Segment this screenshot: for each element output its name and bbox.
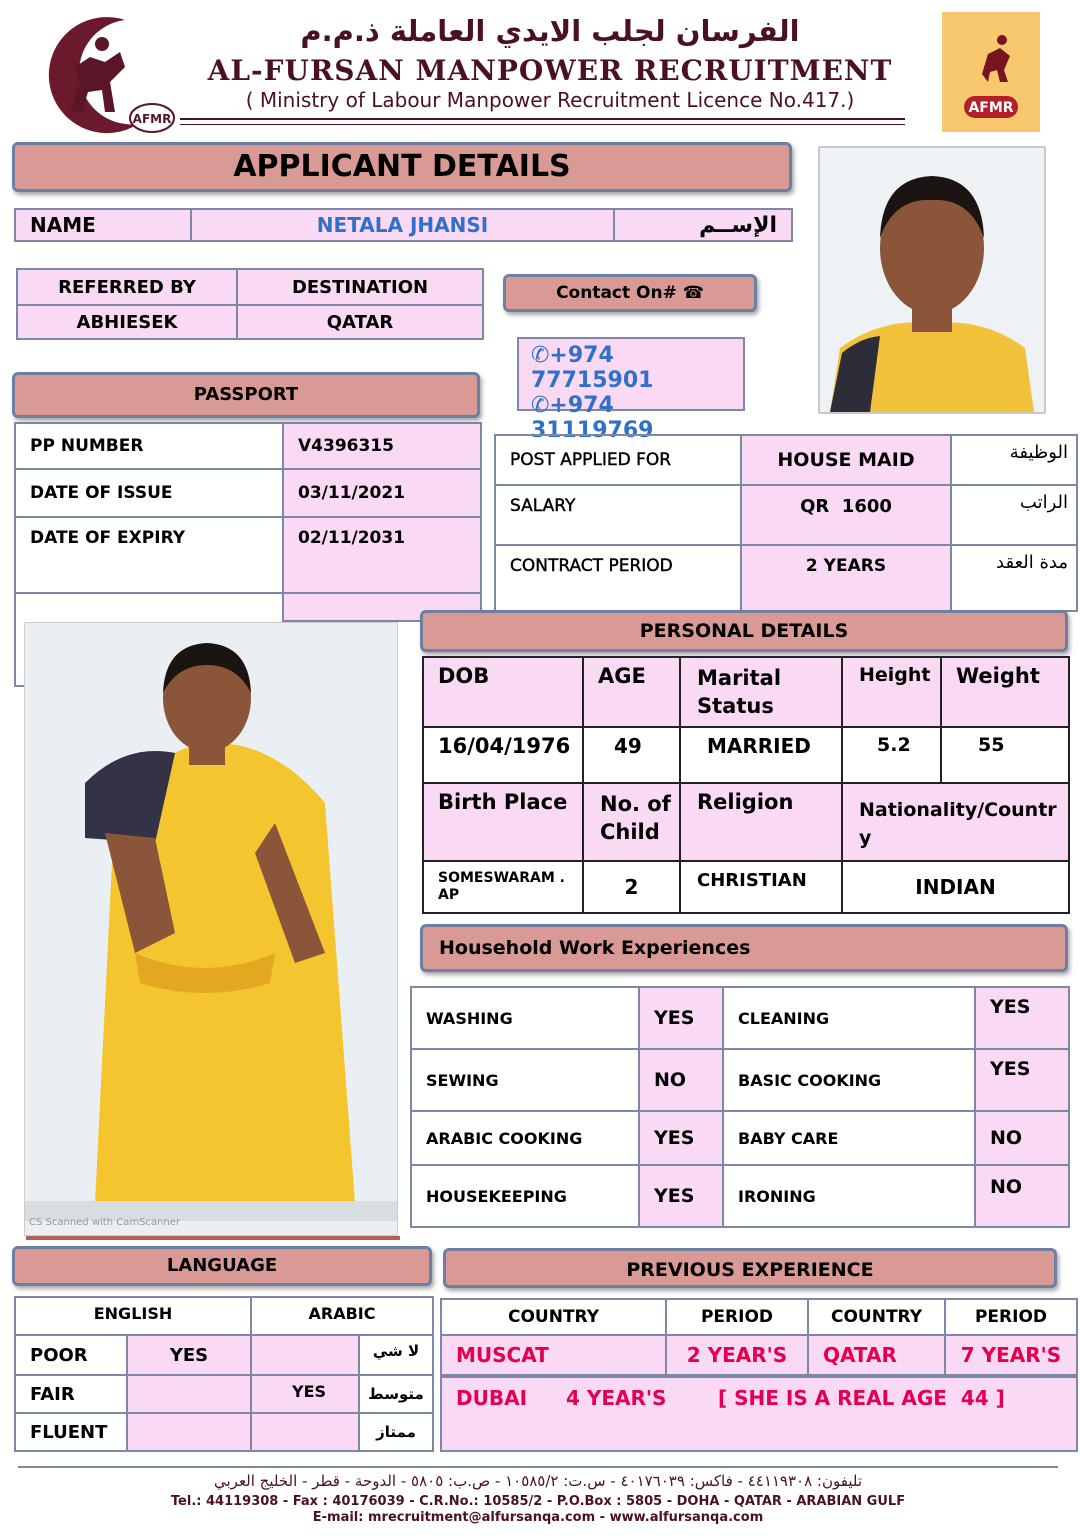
fluent-label: FLUENT	[14, 1412, 128, 1452]
applicant-name: NETALA JHANSI	[190, 208, 615, 242]
afmr-badge-left: AFMR	[132, 112, 172, 126]
phone-2[interactable]: ✆+974 31119769	[531, 393, 654, 443]
height-header: Height	[841, 656, 942, 728]
date-of-issue-label: DATE OF ISSUE	[14, 468, 284, 518]
photo-shadow	[26, 1236, 400, 1240]
dob-value: 16/04/1976	[422, 726, 584, 784]
name-label: NAME	[14, 208, 192, 242]
poor-english: YES	[126, 1334, 252, 1376]
height-value: 5.2	[841, 726, 942, 784]
fair-label: FAIR	[14, 1374, 128, 1414]
portrait-photo	[818, 146, 1046, 414]
weight-value: 55	[940, 726, 1070, 784]
fluent-arabic-label: ممتاز	[358, 1412, 434, 1452]
arabic-cooking-value: YES	[638, 1110, 724, 1166]
name-arabic-label: الإســم	[613, 208, 793, 242]
sewing-value: NO	[638, 1048, 724, 1112]
english-company-title: AL-FURSAN MANPOWER RECRUITMENT	[207, 54, 893, 87]
cleaning-label: CLEANING	[722, 986, 976, 1050]
header-rule	[180, 118, 905, 120]
phone-box	[517, 337, 745, 443]
basic-cooking-value: YES	[974, 1048, 1070, 1112]
washing-label: WASHING	[410, 986, 640, 1050]
nationality-header: Nationality/Country	[841, 782, 1070, 862]
children-value: 2	[582, 860, 681, 914]
basic-cooking-label: BASIC COOKING	[722, 1048, 976, 1112]
birthplace-value: SOMESWARAM . AP	[422, 860, 584, 914]
footer-email[interactable]: E-mail: mrecruitment@alfursanqa.com - www.alfursanqa.com	[312, 1510, 764, 1525]
afmr-badge-right: AFMR	[968, 100, 1014, 116]
passport-title: PASSPORT	[12, 372, 480, 418]
prev-country-header-1: COUNTRY	[440, 1298, 667, 1336]
prev-period-3: 4 YEAR'S	[566, 1386, 667, 1410]
religion-header: Religion	[679, 782, 843, 862]
contract-period-value: 2 YEARS	[740, 544, 952, 612]
poor-label: POOR	[14, 1334, 128, 1376]
sewing-label: SEWING	[410, 1048, 640, 1112]
prev-period-2: 7 YEAR'S	[944, 1334, 1078, 1376]
referred-by-value: ABHIESEK	[16, 304, 238, 340]
previous-experience-title: PREVIOUS EXPERIENCE	[443, 1248, 1057, 1288]
housekeeping-label: HOUSEKEEPING	[410, 1164, 640, 1228]
birthplace-header: Birth Place	[422, 782, 584, 862]
fair-english	[126, 1374, 252, 1414]
destination-label: DESTINATION	[236, 268, 484, 306]
religion-value: CHRISTIAN	[679, 860, 843, 914]
contract-period-label: CONTRACT PERIOD	[494, 544, 742, 612]
dob-header: DOB	[422, 656, 584, 728]
age-value: 49	[582, 726, 681, 784]
salary-value: QR 1600	[740, 484, 952, 546]
fluent-arabic	[250, 1412, 360, 1452]
contact-label: Contact On# ☎	[503, 274, 757, 312]
header-rule-2	[180, 124, 905, 125]
licence-text: ( Ministry of Labour Manpower Recruitment Licence No.417.)	[245, 88, 855, 112]
prev-period-header-2: PERIOD	[944, 1298, 1078, 1336]
footer-contact: Tel.: 44119308 - Fax : 40176039 - C.R.No.: 10585/2 - P.O.Box : 5805 - DOHA - QATAR - ARABIAN GULF	[170, 1494, 906, 1509]
weight-header: Weight	[940, 656, 1070, 728]
real-age-note: [ SHE IS A REAL AGE 44 ]	[718, 1386, 1005, 1410]
household-title: Household Work Experiences	[420, 924, 1068, 972]
poor-arabic	[250, 1334, 360, 1376]
pp-number-label: PP NUMBER	[14, 422, 284, 470]
date-of-expiry-label: DATE OF EXPIRY	[14, 516, 284, 594]
footer-top-rule	[18, 1466, 1058, 1468]
prev-country-3: DUBAI	[456, 1386, 528, 1410]
prev-period-1: 2 YEAR'S	[665, 1334, 809, 1376]
fair-arabic: YES	[250, 1374, 360, 1414]
poor-arabic-label: لا شي	[358, 1334, 434, 1376]
salary-label: SALARY	[494, 484, 742, 546]
fair-arabic-label: متوسط	[358, 1374, 434, 1414]
prev-country-1: MUSCAT	[440, 1334, 667, 1376]
phone-1[interactable]: ✆+974 77715901	[531, 343, 654, 393]
baby-care-label: BABY CARE	[722, 1110, 976, 1166]
arabic-company-title: الفرسان لجلب الايدي العاملة ذ.م.م	[300, 14, 800, 48]
logo-left	[30, 12, 180, 137]
children-header: No. of Child	[582, 782, 681, 862]
date-of-issue-value: 03/11/2021	[282, 468, 482, 518]
full-body-photo	[24, 622, 398, 1236]
arabic-header: ARABIC	[250, 1296, 434, 1336]
ironing-label: IRONING	[722, 1164, 976, 1228]
pp-number-value: V4396315	[282, 422, 482, 470]
applicant-details-title: APPLICANT DETAILS	[12, 142, 792, 192]
marital-value: MARRIED	[679, 726, 843, 784]
date-of-expiry-value: 02/11/2031	[282, 516, 482, 594]
housekeeping-value: YES	[638, 1164, 724, 1228]
ironing-value: NO	[974, 1164, 1070, 1228]
destination-value: QATAR	[236, 304, 484, 340]
scan-note: CS Scanned with CamScanner	[29, 1217, 180, 1228]
arabic-cooking-label: ARABIC COOKING	[410, 1110, 640, 1166]
prev-period-header-1: PERIOD	[665, 1298, 809, 1336]
referred-by-label: REFERRED BY	[16, 268, 238, 306]
prev-country-2: QATAR	[807, 1334, 946, 1376]
salary-arabic: الراتب	[950, 484, 1078, 546]
post-applied-value: HOUSE MAID	[740, 434, 952, 486]
marital-header: Marital Status	[679, 656, 843, 728]
washing-value: YES	[638, 986, 724, 1050]
english-header: ENGLISH	[14, 1296, 252, 1336]
fluent-english	[126, 1412, 252, 1452]
prev-country-header-2: COUNTRY	[807, 1298, 946, 1336]
prev-row-2	[440, 1376, 1078, 1452]
post-applied-label: POST APPLIED FOR	[494, 434, 742, 486]
cleaning-value: YES	[974, 986, 1070, 1050]
nationality-value: INDIAN	[841, 860, 1070, 914]
personal-details-title: PERSONAL DETAILS	[420, 610, 1068, 652]
contract-period-arabic: مدة العقد	[950, 544, 1078, 612]
post-applied-arabic: الوظيفة	[950, 434, 1078, 486]
logo-right	[942, 12, 1040, 132]
baby-care-value: NO	[974, 1110, 1070, 1166]
language-title: LANGUAGE	[12, 1246, 432, 1286]
footer-arabic: تليفون: ٤٤١١٩٣٠٨ - فاكس: ٤٠١٧٦٠٣٩ - س.ت: ١٠٥٨٥/٢ - ص.ب: ٥٨٠٥ - الدوحة - قطر - الخليج العربي	[213, 1472, 862, 1490]
age-header: AGE	[582, 656, 681, 728]
